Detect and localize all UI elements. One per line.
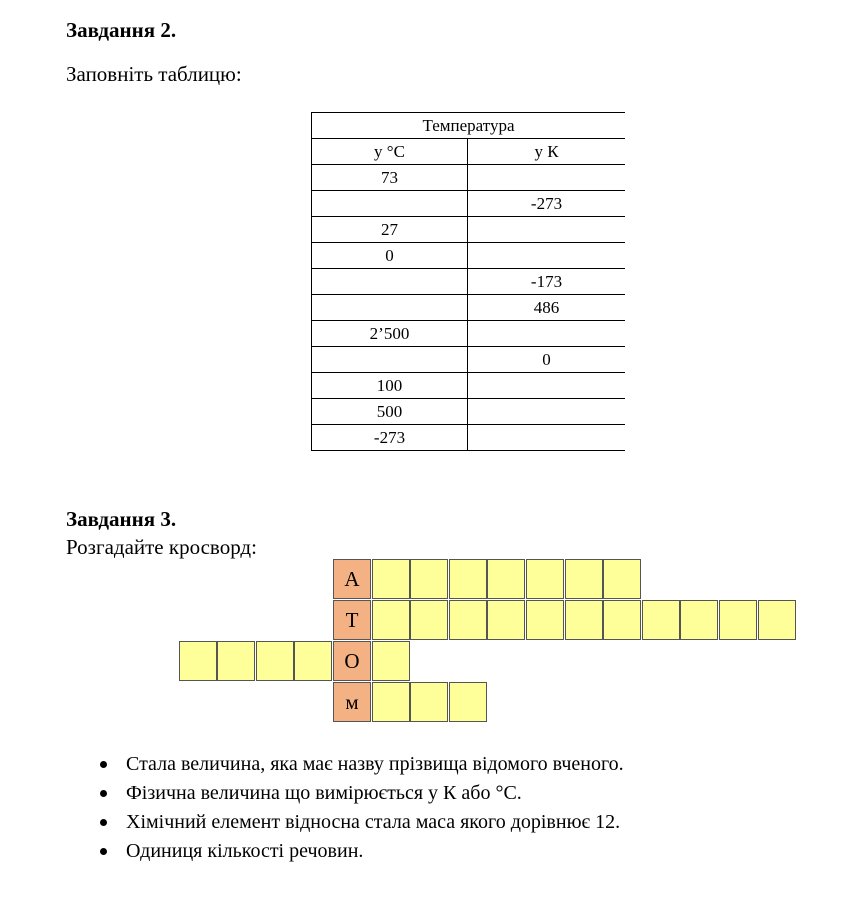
crossword-cell[interactable] <box>449 559 487 599</box>
table-row <box>312 243 626 269</box>
temperature-table <box>311 112 625 451</box>
table-row <box>312 165 626 191</box>
crossword-key-cell[interactable]: О <box>333 641 371 681</box>
crossword-cell[interactable] <box>603 559 641 599</box>
kelvin-cell[interactable] <box>468 399 626 425</box>
crossword-cell[interactable] <box>526 559 564 599</box>
celsius-cell[interactable] <box>312 269 468 295</box>
bullet-icon <box>100 848 107 855</box>
kelvin-cell[interactable] <box>468 373 626 399</box>
table-row <box>312 217 626 243</box>
crossword-key-cell[interactable]: А <box>333 559 371 599</box>
crossword-cell[interactable] <box>294 641 332 681</box>
task2-instruction: Заповніть таблицю: <box>66 62 242 86</box>
crossword-cell[interactable] <box>217 641 255 681</box>
kelvin-cell[interactable]: 0 <box>468 347 626 373</box>
celsius-cell[interactable] <box>312 191 468 217</box>
clue-text: Хімічний елемент відносна стала маса якого дорівнює 12. <box>126 811 621 833</box>
crossword-cell[interactable] <box>565 559 603 599</box>
table-row <box>312 425 626 451</box>
bullet-icon <box>100 761 107 768</box>
table-header: Температура <box>312 113 626 139</box>
crossword-cell[interactable] <box>256 641 294 681</box>
list-item <box>96 808 624 837</box>
table-row <box>312 399 626 425</box>
table-row <box>312 191 626 217</box>
celsius-cell[interactable]: 0 <box>312 243 468 269</box>
table-row <box>312 347 626 373</box>
crossword-cell[interactable] <box>680 600 718 640</box>
list-item <box>96 779 624 808</box>
kelvin-cell[interactable]: -173 <box>468 269 626 295</box>
celsius-cell[interactable]: 500 <box>312 399 468 425</box>
crossword-cell[interactable] <box>410 600 448 640</box>
crossword-cell[interactable] <box>372 641 410 681</box>
clue-text: Стала величина, яка має назву прізвища відомого вченого. <box>126 753 624 775</box>
crossword-cell[interactable] <box>526 600 564 640</box>
celsius-cell[interactable]: 100 <box>312 373 468 399</box>
table-row <box>312 321 626 347</box>
clue-text: Фізична величина що вимірюється у К або °С. <box>126 782 522 804</box>
crossword-cell[interactable] <box>487 600 525 640</box>
task3-title: Завдання 3. <box>66 507 177 531</box>
crossword-cell[interactable] <box>758 600 796 640</box>
bullet-icon <box>100 819 107 826</box>
task2-title: Завдання 2. <box>66 18 177 42</box>
celsius-cell[interactable] <box>312 347 468 373</box>
kelvin-cell[interactable]: 486 <box>468 295 626 321</box>
crossword-cell[interactable] <box>449 600 487 640</box>
celsius-cell[interactable]: 73 <box>312 165 468 191</box>
crossword-cell[interactable] <box>179 641 217 681</box>
column-header-kelvin: у К <box>468 139 626 165</box>
task3-instruction: Розгадайте кросворд: <box>66 535 257 559</box>
celsius-cell[interactable]: 2’500 <box>312 321 468 347</box>
celsius-cell[interactable]: -273 <box>312 425 468 451</box>
crossword-cell[interactable] <box>487 559 525 599</box>
kelvin-cell[interactable]: -273 <box>468 191 626 217</box>
celsius-cell[interactable]: 27 <box>312 217 468 243</box>
crossword-cell[interactable] <box>719 600 757 640</box>
kelvin-cell[interactable] <box>468 165 626 191</box>
crossword-cell[interactable] <box>372 559 410 599</box>
kelvin-cell[interactable] <box>468 243 626 269</box>
crossword-key-cell[interactable]: м <box>333 682 371 722</box>
list-item <box>96 750 624 779</box>
crossword-cell[interactable] <box>372 600 410 640</box>
crossword-key-cell[interactable]: Т <box>333 600 371 640</box>
kelvin-cell[interactable] <box>468 425 626 451</box>
table-row <box>312 269 626 295</box>
crossword-cell[interactable] <box>449 682 487 722</box>
clue-list <box>96 750 624 866</box>
clue-text: Одиниця кількості речовин. <box>126 840 364 862</box>
kelvin-cell[interactable] <box>468 321 626 347</box>
kelvin-cell[interactable] <box>468 217 626 243</box>
column-header-celsius: у °С <box>312 139 468 165</box>
celsius-cell[interactable] <box>312 295 468 321</box>
table-row <box>312 295 626 321</box>
crossword-cell[interactable] <box>565 600 603 640</box>
list-item <box>96 837 624 866</box>
crossword-cell[interactable] <box>603 600 641 640</box>
crossword-cell[interactable] <box>372 682 410 722</box>
bullet-icon <box>100 790 107 797</box>
crossword-cell[interactable] <box>410 682 448 722</box>
table-row <box>312 373 626 399</box>
crossword-cell[interactable] <box>410 559 448 599</box>
crossword-cell[interactable] <box>642 600 680 640</box>
